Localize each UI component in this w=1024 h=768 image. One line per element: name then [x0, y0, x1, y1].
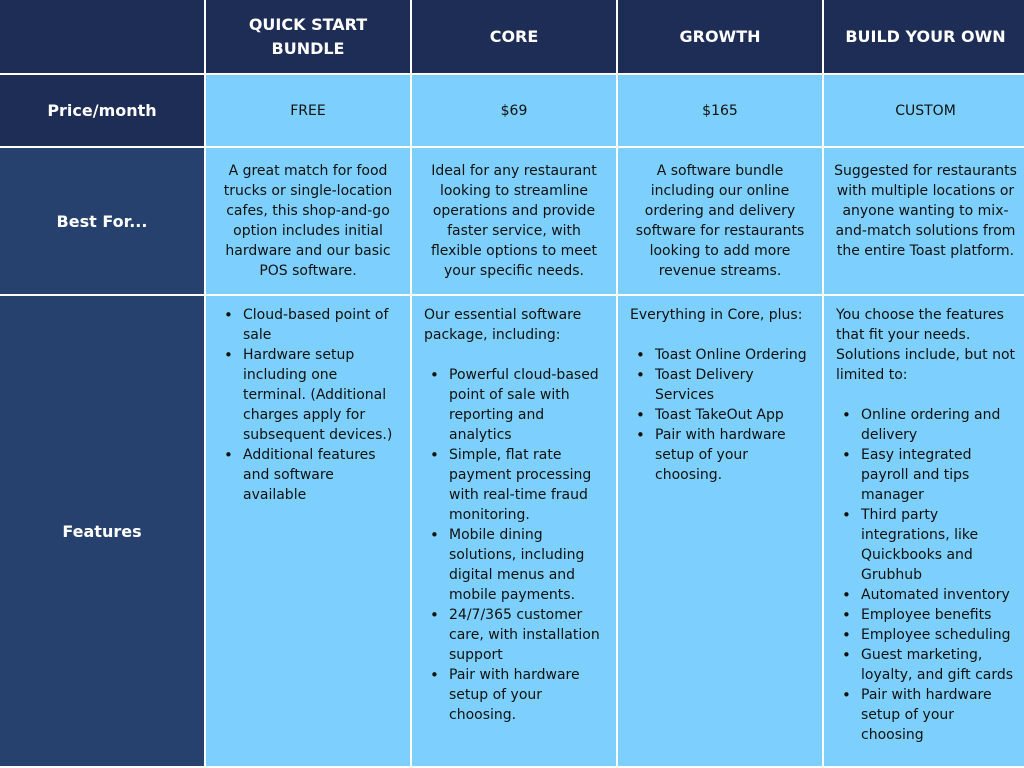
features-quick-start-list — [218, 305, 400, 505]
list-item: • Toast Delivery Services — [655, 365, 812, 405]
best-for-build-your-own: Suggested for restaurants with multiple locations or anyone wanting to mix-and-match solutions from the entire Toast platform. — [824, 148, 1024, 294]
list-item: • Hardware setup including one terminal. (Additional charges apply for subsequent devices.) — [243, 345, 400, 445]
list-item: • Mobile dining solutions, including digital menus and mobile payments. — [449, 525, 606, 605]
features-quick-start — [206, 296, 410, 766]
list-item: • 24/7/365 customer care, with installation support — [449, 605, 606, 665]
best-for-core: Ideal for any restaurant looking to streamline operations and provide faster service, with flexible options to meet your specific needs. — [412, 148, 616, 294]
features-core-intro: Our essential software package, including: — [424, 307, 582, 343]
header-build-your-own: BUILD YOUR OWN — [824, 0, 1024, 73]
list-item: • Employee benefits — [861, 605, 1017, 625]
list-item: • Pair with hardware setup of your choosing. — [449, 665, 606, 725]
list-item: • Toast Online Ordering — [655, 345, 812, 365]
price-core: $69 — [412, 75, 616, 146]
list-item: • Additional features and software available — [243, 445, 400, 505]
price-build-your-own: CUSTOM — [824, 75, 1024, 146]
features-build-your-own-intro: You choose the features that fit your needs. Solutions include, but not limited to: — [836, 307, 1016, 383]
list-item: • Simple, flat rate payment processing with real-time fraud monitoring. — [449, 445, 606, 525]
row-label-features: Features — [0, 296, 204, 766]
list-item: • Powerful cloud-based point of sale with reporting and analytics — [449, 365, 606, 445]
list-item: • Third party integrations, like Quickbooks and Grubhub — [861, 505, 1017, 585]
header-corner — [0, 0, 204, 73]
list-item: • Cloud-based point of sale — [243, 305, 400, 345]
row-label-price: Price/month — [0, 75, 204, 146]
features-growth-list — [630, 345, 812, 485]
row-label-best-for: Best For... — [0, 148, 204, 294]
features-growth — [618, 296, 822, 766]
features-build-your-own-list — [836, 405, 1017, 745]
price-quick-start: FREE — [206, 75, 410, 146]
header-growth: GROWTH — [618, 0, 822, 73]
features-core — [412, 296, 616, 766]
list-item: • Easy integrated payroll and tips manager — [861, 445, 1017, 505]
features-growth-intro: Everything in Core, plus: — [630, 307, 803, 323]
header-quick-start-bundle: QUICK START BUNDLE — [206, 0, 410, 73]
best-for-growth: A software bundle including our online ordering and delivery software for restaurants looking to add more revenue streams. — [618, 148, 822, 294]
list-item: • Guest marketing, loyalty, and gift cards — [861, 645, 1017, 685]
header-core: CORE — [412, 0, 616, 73]
list-item: • Online ordering and delivery — [861, 405, 1017, 445]
list-item: • Automated inventory — [861, 585, 1017, 605]
list-item: • Employee scheduling — [861, 625, 1017, 645]
list-item: • Toast TakeOut App — [655, 405, 812, 425]
best-for-quick-start: A great match for food trucks or single-location cafes, this shop-and-go option includes initial hardware and our basic POS software. — [206, 148, 410, 294]
list-item: • Pair with hardware setup of your choosing — [861, 685, 1017, 745]
list-item: • Pair with hardware setup of your choosing. — [655, 425, 812, 485]
features-core-list — [424, 365, 606, 725]
price-growth: $165 — [618, 75, 822, 146]
features-build-your-own — [824, 296, 1024, 766]
